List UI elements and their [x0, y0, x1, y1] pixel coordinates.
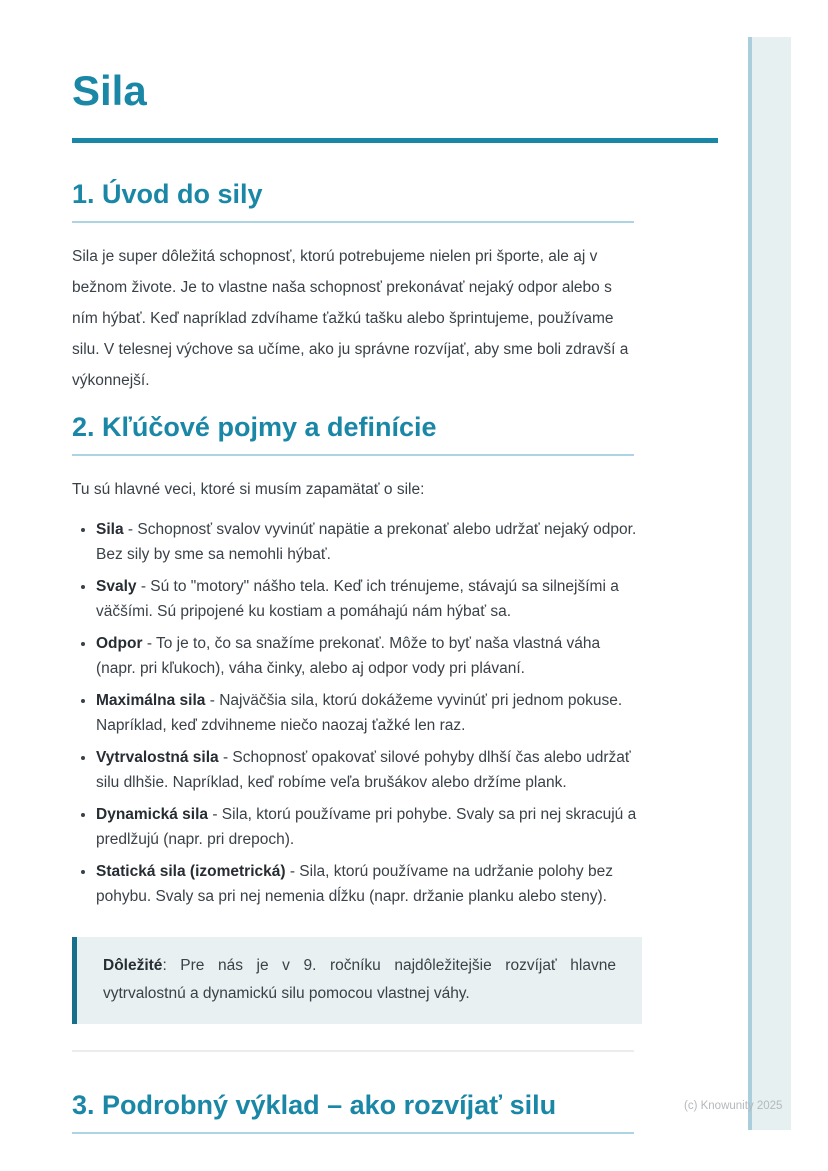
term-name: Odpor — [96, 635, 143, 652]
term-name: Svaly — [96, 578, 137, 595]
callout-text — [103, 952, 616, 1008]
term-definition: - Najväčšia sila, ktorú dokážeme vyvinúť pri jednom pokuse. Napríklad, keď zdvihneme niečo naozaj ťažké len raz. — [96, 692, 623, 734]
list-item — [96, 574, 642, 624]
list-item — [96, 802, 642, 852]
list-item — [96, 688, 642, 738]
important-callout — [72, 937, 642, 1024]
section-divider — [72, 1050, 634, 1052]
section-heading-2: 2. Kľúčové pojmy a definície — [72, 412, 634, 456]
key-terms-list — [72, 517, 642, 909]
list-item — [96, 859, 642, 909]
page-edge-decoration-bar — [748, 37, 791, 1130]
list-item — [96, 631, 642, 681]
term-name: Sila — [96, 521, 124, 538]
section-heading-1: 1. Úvod do sily — [72, 179, 634, 223]
term-definition: - Schopnosť svalov vyvinúť napätie a prekonať alebo udržať nejaký odpor. Bez sily by sme sa nemohli hýbať. — [96, 521, 637, 563]
term-definition: - Sila, ktorú používame pri pohybe. Svaly sa pri nej skracujú a predlžujú (napr. pri drepoch). — [96, 806, 637, 848]
section-2-intro: Tu sú hlavné veci, ktoré si musím zapamätať o sile: — [72, 481, 425, 498]
term-name: Vytrvalostná sila — [96, 749, 219, 766]
title-divider-rule — [72, 138, 718, 143]
callout-label: Dôležité — [103, 957, 163, 974]
list-item — [96, 517, 642, 567]
term-definition: - To je to, čo sa snažíme prekonať. Môže to byť naša vlastná váha (napr. pri kľukoch), váha činky, alebo aj odpor vody pri plávaní. — [96, 635, 601, 677]
copyright-watermark: (c) Knowunity 2025 — [684, 1100, 783, 1112]
section-1-paragraph: Sila je super dôležitá schopnosť, ktorú potrebujeme nielen pri športe, ale aj v bežnom živote. Je to vlastne naša schopnosť prekonávať nejaký odpor alebo s ním hýbať. Keď napríklad zdvíhame ťažkú tašku alebo šprintujeme, používame silu. V telesnej výchove sa učíme, ako ju správne rozvíjať, aby sme boli zdravší a výkonnejší. — [72, 248, 629, 389]
term-definition: - Sila, ktorú používame na udržanie polohy bez pohybu. Svaly sa pri nej nemenia dĺžku (napr. držanie planku alebo steny). — [96, 863, 613, 905]
term-name: Statická sila (izometrická) — [96, 863, 286, 880]
callout-body: : Pre nás je v 9. ročníku najdôležitejšie rozvíjať hlavne vytrvalostnú a dynamickú silu pomocou vlastnej váhy. — [103, 957, 616, 1002]
term-name: Dynamická sila — [96, 806, 209, 823]
section-heading-3: 3. Podrobný výklad – ako rozvíjať silu — [72, 1090, 634, 1134]
document-title: Sila — [72, 67, 147, 114]
term-name: Maximálna sila — [96, 692, 206, 709]
term-definition: - Schopnosť opakovať silové pohyby dlhší čas alebo udržať silu dlhšie. Napríklad, keď robíme veľa brušákov alebo držíme plank. — [96, 749, 631, 791]
document-content — [72, 0, 722, 1134]
list-item — [96, 745, 642, 795]
term-definition: - Sú to "motory" nášho tela. Keď ich trénujeme, stávajú sa silnejšími a väčšími. Sú pripojené ku kostiam a pomáhajú nám hýbať sa. — [96, 578, 619, 620]
